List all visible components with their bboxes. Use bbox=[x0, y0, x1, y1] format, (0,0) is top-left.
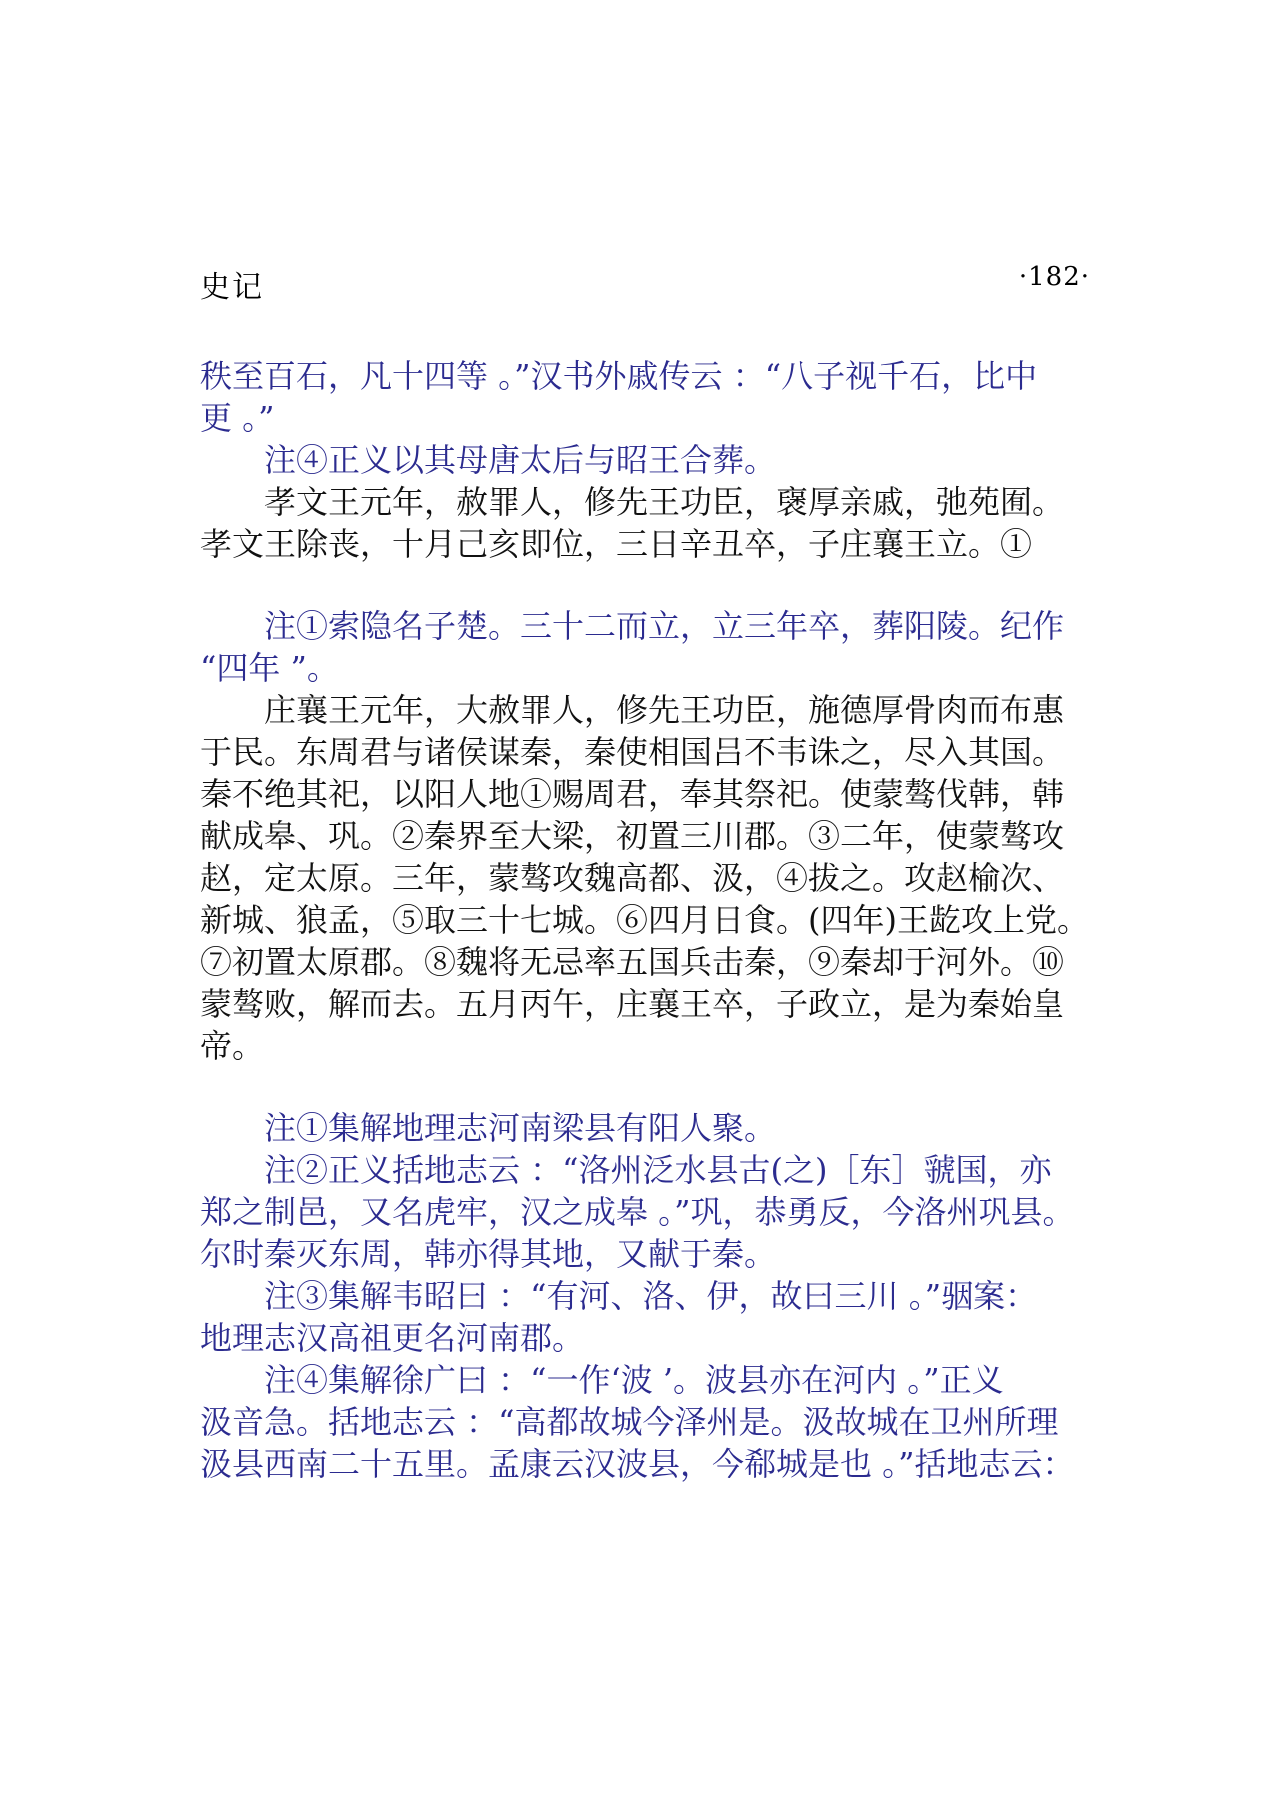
text-line: 献成皋、巩。②秦界至大梁，初置三川郡。③二年，使蒙骜攻 bbox=[200, 817, 1065, 855]
spacer bbox=[200, 565, 1100, 605]
text-line: 赵，定太原。三年，蒙骜攻魏高都、汲，④拔之。攻赵榆次、 bbox=[200, 859, 1065, 897]
note-line: 汲音急。括地志云 ：“高都故城今泽州是。汲故城在卫州所理 bbox=[200, 1403, 1059, 1441]
text-line: 庄襄王元年，大赦罪人，修先王功臣，施德厚骨肉而布惠 bbox=[200, 691, 1065, 729]
note-line: 注②正义括地志云 ：“洛州泛水县古(之)［东］虢国，亦 bbox=[200, 1151, 1052, 1189]
text-line: 于民。东周君与诸侯谋秦，秦使相国吕不韦诛之，尽入其国。 bbox=[200, 733, 1065, 771]
note-line: 注④正义以其母唐太后与昭王合葬。 bbox=[200, 441, 777, 479]
text-line: 蒙骜败，解而去。五月丙午，庄襄王卒，子政立，是为秦始皇 bbox=[200, 985, 1065, 1023]
text-line: 孝文王除丧，十月己亥即位，三日辛丑卒，子庄襄王立。① bbox=[200, 525, 1033, 563]
note-line: 注①索隐名子楚。三十二而立，立三年卒，葬阳陵。纪作 bbox=[200, 607, 1065, 645]
note-line: “四年 ”。 bbox=[200, 649, 339, 687]
spacer bbox=[200, 1067, 1100, 1107]
note-line: 地理志汉高祖更名河南郡。 bbox=[200, 1319, 585, 1357]
text-line: 孝文王元年，赦罪人，修先王功臣，襃厚亲戚，弛苑囿。 bbox=[200, 483, 1065, 521]
page-body bbox=[200, 355, 1100, 1485]
note-line: 注④集解徐广曰 ：“一作‘波 ’。波县亦在河内 。”正义 bbox=[200, 1361, 1004, 1399]
note-line: 注①集解地理志河南梁县有阳人聚。 bbox=[200, 1109, 777, 1147]
note-line: 秩至百石，凡十四等 。”汉书外戚传云 ：“八子视千石，比中 bbox=[200, 357, 1038, 395]
text-line: 秦不绝其祀，以阳人地①赐周君，奉其祭祀。使蒙骜伐韩，韩 bbox=[200, 775, 1065, 813]
book-title: 史记 bbox=[200, 270, 264, 305]
page-number: ·182· bbox=[1018, 262, 1090, 292]
note-line: 注③集解韦昭曰 ：“有河、洛、伊，故曰三川 。”骃案： bbox=[200, 1277, 1038, 1315]
page-header bbox=[200, 262, 1090, 312]
note-line: 尔时秦灭东周，韩亦得其地，又献于秦。 bbox=[200, 1235, 777, 1273]
note-line: 汲县西南二十五里。孟康云汉波县，今郗城是也 。”括地志云： bbox=[200, 1445, 1075, 1483]
text-line: 新城、狼孟，⑤取三十七城。⑥四月日食。(四年)王龁攻上党。 bbox=[200, 901, 1089, 939]
text-line: ⑦初置太原郡。⑧魏将无忌率五国兵击秦，⑨秦却于河外。⑩ bbox=[200, 943, 1065, 981]
text-line: 帝。 bbox=[200, 1027, 265, 1065]
note-line: 郑之制邑，又名虎牢，汉之成皋 。”巩，恭勇反，今洛州巩县。 bbox=[200, 1193, 1075, 1231]
note-line: 更 。” bbox=[200, 399, 275, 437]
